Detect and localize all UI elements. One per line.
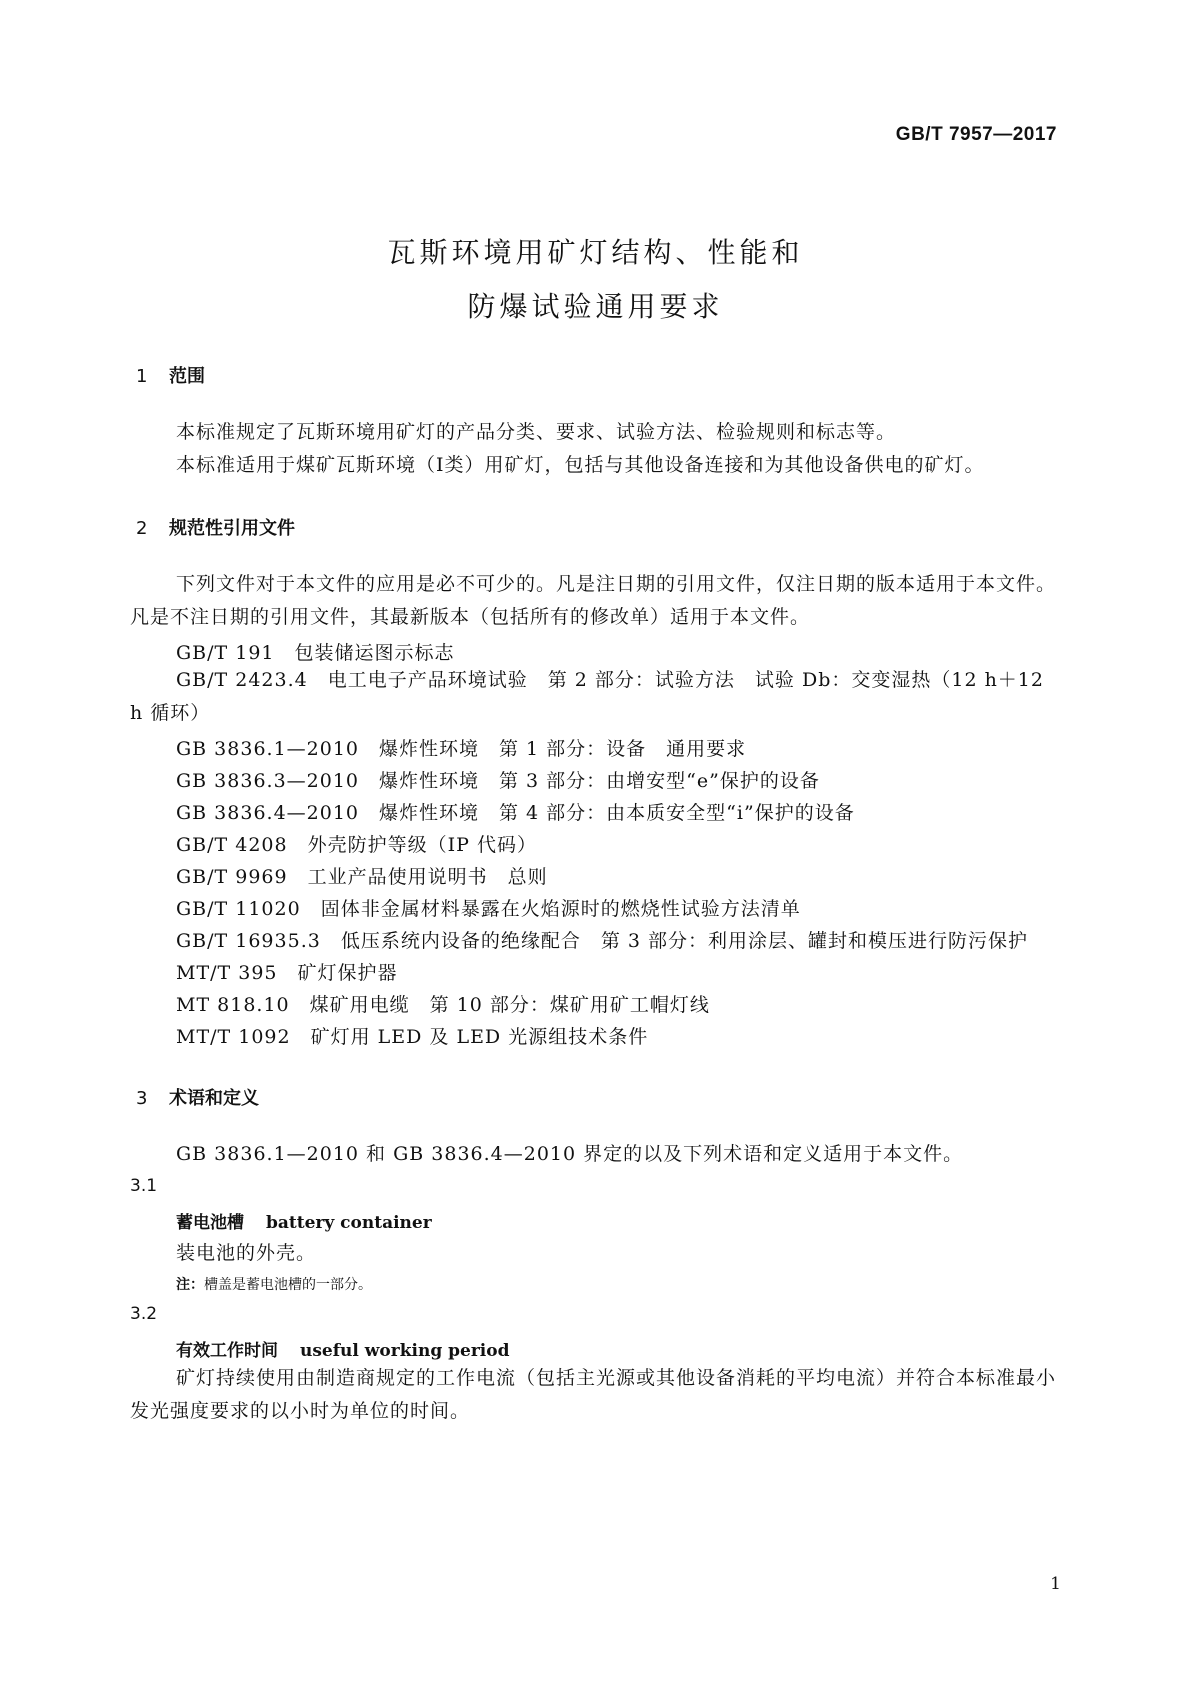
reference-item xyxy=(176,766,820,793)
section-3-intro: GB 3836.1—2010 和 GB 3836.4—2010 界定的以及下列术语和定义适用于本文件。 xyxy=(176,1143,964,1165)
section-title: 术语和定义 xyxy=(169,1088,259,1109)
section-title: 范围 xyxy=(169,366,205,387)
term-english: battery container xyxy=(266,1213,432,1233)
note-text: 槽盖是蓄电池槽的一部分。 xyxy=(204,1277,372,1293)
section-1-paragraph-2: 本标准适用于煤矿瓦斯环境（Ⅰ类）用矿灯，包括与其他设备连接和为其他设备供电的矿灯。 xyxy=(176,454,985,476)
reference-item xyxy=(176,926,1028,953)
reference-code: GB/T 2423.4 xyxy=(176,669,308,691)
reference-title: 低压系统内设备的绝缘配合 第 3 部分：利用涂层、罐封和模压进行防污保护 xyxy=(340,930,1028,952)
section-number: 2 xyxy=(136,518,148,539)
reference-code: MT/T 1092 xyxy=(176,1026,291,1048)
title-line-1: 瓦斯环境用矿灯结构、性能和 xyxy=(387,236,804,269)
reference-item xyxy=(176,862,548,889)
term-heading xyxy=(176,1208,432,1233)
term-note xyxy=(176,1274,372,1294)
note-label: 注： xyxy=(176,1277,204,1293)
reference-code: GB/T 9969 xyxy=(176,866,288,888)
reference-item xyxy=(176,830,537,857)
reference-item xyxy=(176,734,746,761)
reference-title: 固体非金属材料暴露在火焰源时的燃烧性试验方法清单 xyxy=(320,898,801,920)
reference-code: GB 3836.3—2010 xyxy=(176,770,360,792)
reference-code: GB/T 16935.3 xyxy=(176,930,321,952)
reference-title: 煤矿用电缆 第 10 部分：煤矿用矿工帽灯线 xyxy=(309,994,710,1016)
reference-code: MT 818.10 xyxy=(176,994,290,1016)
document-title xyxy=(0,226,1191,334)
term-english: useful working period xyxy=(300,1341,510,1361)
section-1-heading xyxy=(136,362,205,388)
section-number: 1 xyxy=(136,366,148,387)
standard-number: GB/T 7957—2017 xyxy=(895,124,1057,145)
section-title: 规范性引用文件 xyxy=(169,518,295,539)
section-1-paragraph-1: 本标准规定了瓦斯环境用矿灯的产品分类、要求、试验方法、检验规则和标志等。 xyxy=(176,421,897,443)
reference-title: 包装储运图示标志 xyxy=(294,642,455,664)
section-3-heading xyxy=(136,1084,259,1110)
term-heading xyxy=(176,1336,509,1361)
term-chinese: 有效工作时间 xyxy=(176,1341,278,1361)
section-number: 3 xyxy=(136,1088,148,1109)
reference-item xyxy=(176,1022,648,1049)
reference-item xyxy=(176,894,801,921)
reference-item xyxy=(176,798,855,825)
term-definition: 装电池的外壳。 xyxy=(176,1242,317,1264)
reference-title: 矿灯保护器 xyxy=(297,962,398,984)
reference-title: 爆炸性环境 第 4 部分：由本质安全型“i”保护的设备 xyxy=(379,802,855,824)
term-definition: 矿灯持续使用由制造商规定的工作电流（包括主光源或其他设备消耗的平均电流）并符合本标准最小发光强度要求的以小时为单位的时间。 xyxy=(130,1367,1057,1422)
reference-title: 爆炸性环境 第 3 部分：由增安型“e”保护的设备 xyxy=(379,770,820,792)
reference-code: GB/T 4208 xyxy=(176,834,288,856)
reference-code: MT/T 395 xyxy=(176,962,278,984)
reference-title: 外壳防护等级（IP 代码） xyxy=(307,834,537,856)
reference-title: 矿灯用 LED 及 LED 光源组技术条件 xyxy=(310,1026,649,1048)
reference-item xyxy=(176,638,455,665)
reference-item xyxy=(176,958,398,985)
clause-number: 3.1 xyxy=(130,1176,158,1196)
reference-code: GB 3836.4—2010 xyxy=(176,802,360,824)
reference-code: GB/T 191 xyxy=(176,642,275,664)
term-chinese: 蓄电池槽 xyxy=(176,1213,244,1233)
section-2-heading xyxy=(136,514,295,540)
reference-title: 工业产品使用说明书 总则 xyxy=(307,866,548,888)
reference-title: 爆炸性环境 第 1 部分：设备 通用要求 xyxy=(379,738,747,760)
reference-item xyxy=(130,664,1060,730)
reference-code: GB/T 11020 xyxy=(176,898,301,920)
reference-title: 电工电子产品环境试验 第 2 部分：试验方法 试验 Db：交变湿热（12 h＋12 h 循环） xyxy=(130,669,1044,724)
title-line-2: 防爆试验通用要求 xyxy=(467,290,724,323)
section-2-intro: 下列文件对于本文件的应用是必不可少的。凡是注日期的引用文件，仅注日期的版本适用于本文件。凡是不注日期的引用文件，其最新版本（包括所有的修改单）适用于本文件。 xyxy=(130,573,1057,628)
page-number: 1 xyxy=(1050,1574,1061,1594)
reference-code: GB 3836.1—2010 xyxy=(176,738,360,760)
reference-item xyxy=(176,990,710,1017)
clause-number: 3.2 xyxy=(130,1304,158,1324)
